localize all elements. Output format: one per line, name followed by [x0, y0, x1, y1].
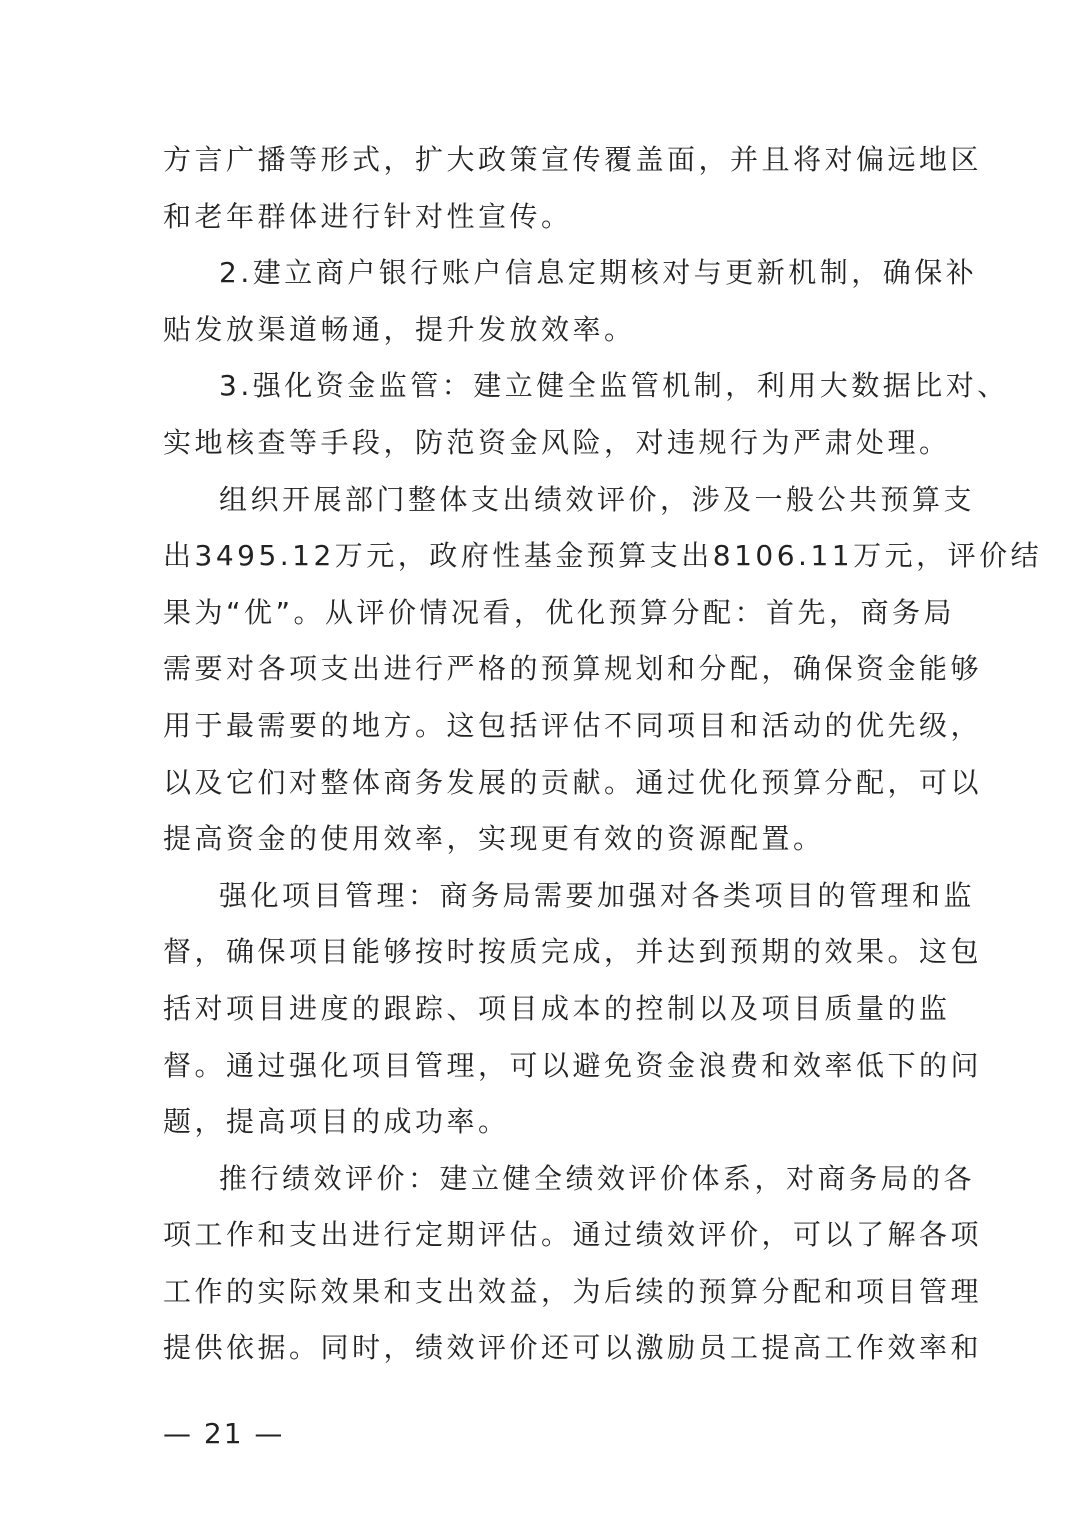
text-line: 督，确保项目能够按时按质完成，并达到预期的效果。这包 [163, 935, 983, 969]
body-text [163, 132, 1043, 1377]
text-line: 果为“优”。从评价情况看，优化预算分配：首先，商务局 [163, 595, 956, 629]
text-line: 用于最需要的地方。这包括评估不同项目和活动的优先级， [163, 708, 983, 742]
text-line: 实地核查等手段，防范资金风险，对违规行为严肃处理。 [163, 425, 951, 459]
text-line: 督。通过强化项目管理，可以避免资金浪费和效率低下的问 [163, 1048, 983, 1082]
text-line: 以及它们对整体商务发展的贡献。通过优化预算分配，可以 [163, 765, 983, 799]
text-line: 工作的实际效果和支出效益，为后续的预算分配和项目管理 [163, 1274, 983, 1308]
text-line: 出3495.12万元，政府性基金预算支出8106.11万元，评价结 [163, 539, 1043, 573]
text-line: 方言广播等形式，扩大政策宣传覆盖面，并且将对偏远地区 [163, 143, 983, 176]
text-line: 组织开展部门整体支出绩效评价，涉及一般公共预算支 [219, 482, 976, 516]
text-line: 需要对各项支出进行严格的预算规划和分配，确保资金能够 [163, 652, 983, 686]
text-line: 强化项目管理：商务局需要加强对各类项目的管理和监 [219, 878, 976, 912]
text-line: 贴发放渠道畅通，提升发放效率。 [163, 312, 636, 346]
page-number: — 21 — [163, 1417, 285, 1450]
text-line: 和老年群体进行针对性宣传。 [163, 199, 573, 233]
text-line: 提高资金的使用效率，实现更有效的资源配置。 [163, 822, 825, 856]
text-line: 题，提高项目的成功率。 [163, 1105, 510, 1139]
text-line: 2.建立商户银行账户信息定期核对与更新机制，确保补 [219, 256, 978, 290]
text-line: 括对项目进度的跟踪、项目成本的控制以及项目质量的监 [163, 991, 951, 1025]
text-line: 提供依据。同时，绩效评价还可以激励员工提高工作效率和 [163, 1331, 983, 1365]
text-line: 项工作和支出进行定期评估。通过绩效评价，可以了解各项 [163, 1218, 983, 1252]
text-line: 3.强化资金监管：建立健全监管机制，利用大数据比对、 [219, 369, 1009, 403]
text-line: 推行绩效评价：建立健全绩效评价体系，对商务局的各 [219, 1161, 976, 1195]
